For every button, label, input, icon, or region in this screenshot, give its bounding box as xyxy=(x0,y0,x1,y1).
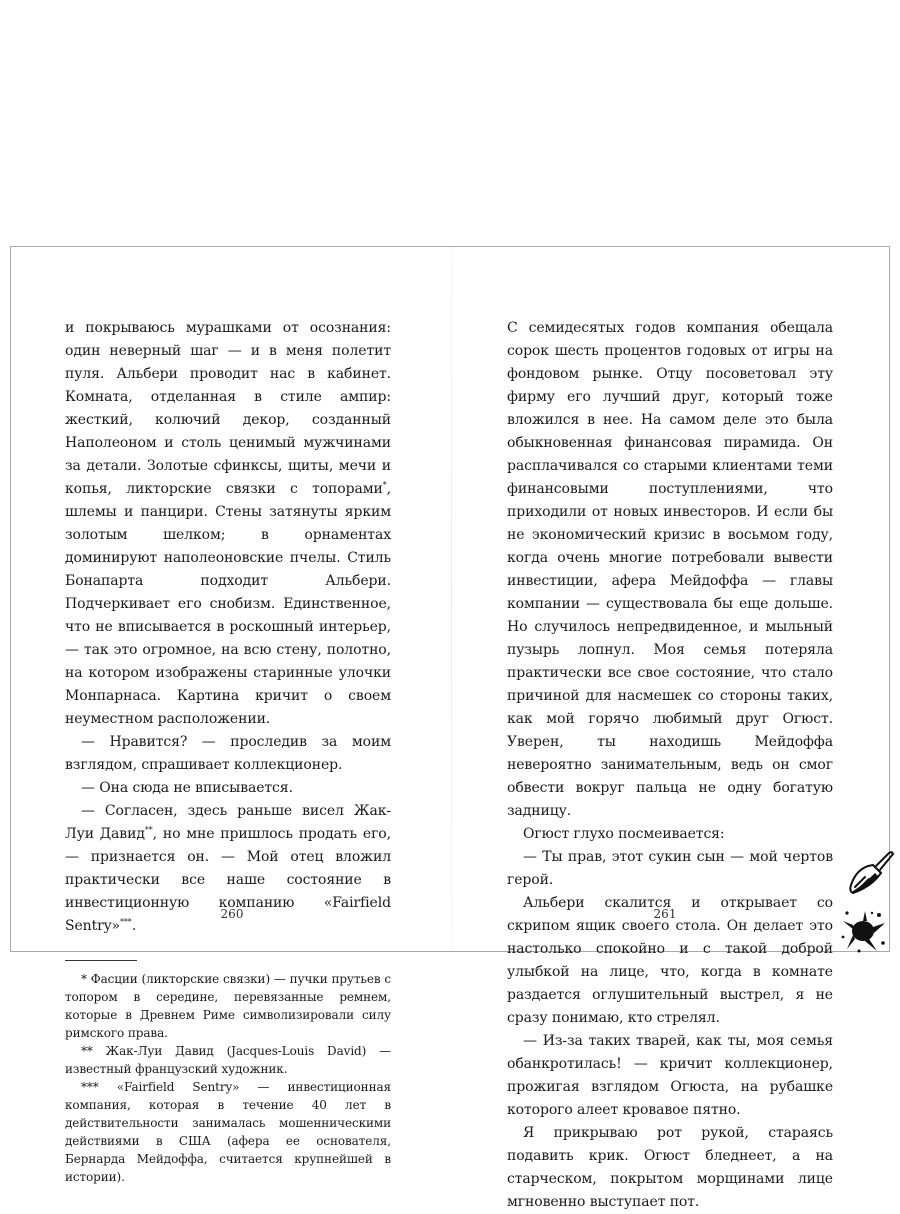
paragraph: — Она сюда не вписывается. xyxy=(81,780,293,796)
paragraph: Огюст глухо посмеивается: xyxy=(523,826,725,842)
paragraph: — Ты прав, этот сукин сын — мой чертов герой. xyxy=(507,849,833,888)
book-spread xyxy=(10,246,890,1210)
paragraph: — Из-за таких тварей, как ты, моя семья обанкротилась! — кричит коллекционер, прожигая взглядом Огюста, на рубашке которого алеет кровавое пятно. xyxy=(507,1033,833,1118)
paragraph: — Согласен, здесь раньше висел Жак-Луи Давид**, но мне пришлось продать его, — признается он. — Мой отец вложил практически все наше состояние в инвестиционную компанию «Fairfield Sentry»***. xyxy=(65,803,391,934)
footnote: *** «Fairfield Sentry» — инвестиционная компания, которая в течение 40 лет в действительности занималась мошенническими действиями в США (афера ее основателя, Бернарда Мейдоффа, считается крупнейшей в истории). xyxy=(65,1080,391,1184)
footnote-ref[interactable]: *** xyxy=(120,917,132,927)
paragraph: и покрываюсь мурашками от осознания: один неверный шаг — и в меня полетит пуля. Альбери проводит нас в кабинет. Комната, отделанная в стиле ампир: жесткий, колючий декор, созданный Наполеоном и столь ценимый мужчинами за детали. Золотые сфинксы, щиты, мечи и копья, ликторские связки с топорами*, шлемы и панцири. Стены затянуты ярким золотым шелком; в орнаментах доминируют наполеоновские пчелы. Стиль Бонапарта подходит Альбери. Подчеркивает его снобизм. Единственное, что не вписывается в роскошный интерьер, — так это огромное, на всю стену, полотно, на котором изображены старинные улочки Монпарнаса. Картина кричит о своем неуместном расположении. xyxy=(65,320,391,727)
paragraph: Альбери скалится и открывает со скрипом ящик своего стола. Он делает это настолько спокойно и с такой доброй улыбкой на лице, что, когда в комнате раздается оглушительный выстрел, я не сразу понимаю, кто стрелял. xyxy=(507,895,833,1026)
paintbrush-icon xyxy=(845,847,895,899)
page-number-right: 261 xyxy=(653,907,677,921)
footnote: * Фасции (ликторские связки) — пучки прутьев с топором в середине, перевязанные ремнем, которые в Древнем Риме символизировали силу римского права. xyxy=(65,972,391,1040)
footnotes xyxy=(65,970,391,1186)
ink-splatter-icon xyxy=(839,907,889,955)
paragraph: Я прикрываю рот рукой, стараясь подавить крик. Огюст бледнеет, а на старческом, покрытом морщинами лице мгновенно выступает пот. xyxy=(507,1125,833,1210)
paragraph: С семидесятых годов компания обещала сорок шесть процентов годовых от игры на фондовом рынке. Отцу посоветовал эту фирму его лучший друг, который тоже вложился в нее. На самом деле это была обыкновенная финансовая пирамида. Он расплачивался со старыми клиентами теми финансовыми поступлениями, что приходили от новых инвесторов. И если бы не экономический кризис в восьмом году, когда очень многие потребовали вывести инвестиции, афера Мейдоффа — главы компании — существовала бы еще дольше. Но случилось непредвиденное, и мыльный пузырь лопнул. Моя семья потеряла практически все свое состояние, что стало причиной для насмешек со стороны таких, как мой горячо любимый друг Огюст. Уверен, ты находишь Мейдоффа невероятно занимательным, ведь он смог обвести вокруг пальца не одну богатую задницу. xyxy=(507,320,833,819)
right-page xyxy=(507,317,833,1214)
page-number-left: 260 xyxy=(220,907,244,921)
footnote-divider xyxy=(65,960,137,961)
left-page xyxy=(65,317,391,1186)
gutter xyxy=(451,247,452,951)
footnote-ref[interactable]: * xyxy=(382,480,387,490)
footnote-ref[interactable]: ** xyxy=(144,825,153,835)
paragraph: — Нравится? — проследив за моим взглядом, спрашивает коллекционер. xyxy=(65,734,391,773)
footnote: ** Жак-Луи Давид (Jacques-Louis David) — известный французский художник. xyxy=(65,1044,391,1076)
